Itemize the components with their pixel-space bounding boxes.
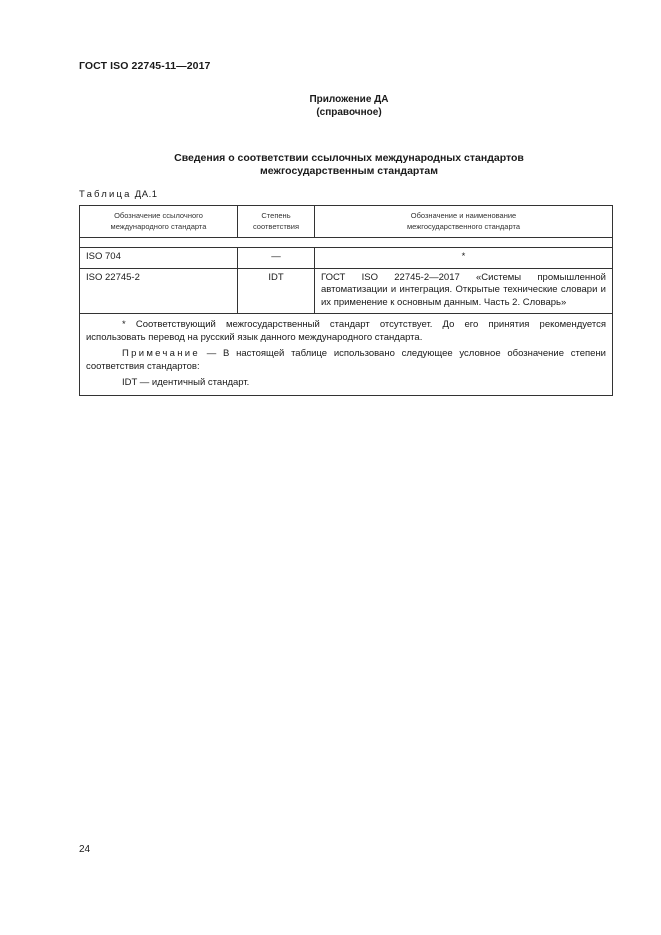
cell-degree: — <box>238 248 315 269</box>
table-caption <box>79 189 158 200</box>
header-degree-line2: соответствия <box>252 222 300 231</box>
header-separator <box>80 238 613 248</box>
annex-title: Приложение ДА <box>309 94 389 105</box>
cell-designation: ISO 704 <box>80 248 238 269</box>
header-degree-line1: Степень <box>261 211 291 220</box>
header-degree <box>238 206 315 238</box>
standards-table <box>79 205 613 396</box>
cell-standard: * <box>315 248 613 269</box>
note-text: — В настоящей таблице использовано следующее условное обозначение степени соответствия стандартов: <box>86 348 606 372</box>
table-caption-prefix: Таблица <box>79 189 132 200</box>
table-caption-number: ДА.1 <box>134 189 158 200</box>
section-title-line2: межгосударственным стандартам <box>260 165 438 177</box>
note-item: IDT — идентичный стандарт. <box>122 377 250 388</box>
header-standard-line2: межгосударственного стандарта <box>407 222 520 231</box>
note-label: Примечание <box>122 348 200 359</box>
cell-designation: ISO 22745-2 <box>80 268 238 314</box>
header-designation <box>80 206 238 238</box>
page-number: 24 <box>79 844 91 855</box>
header-standard-line1: Обозначение и наименование <box>410 211 517 220</box>
cell-degree: IDT <box>238 268 315 314</box>
section-title <box>0 152 661 178</box>
annex-subtitle: (справочное) <box>316 107 382 118</box>
header-designation-line1: Обозначение ссылочного <box>114 211 203 220</box>
header-designation-line2: международного стандарта <box>110 222 207 231</box>
section-title-line1: Сведения о соответствии ссылочных международных стандартов <box>174 152 524 164</box>
table-footer-row <box>80 314 613 396</box>
table-note <box>86 347 606 373</box>
separator-cell <box>80 238 613 248</box>
table-footer <box>80 314 613 396</box>
header-standard <box>315 206 613 238</box>
table-row <box>80 248 613 269</box>
cell-standard: ГОСТ ISO 22745-2—2017 «Системы промышленной автоматизации и интеграция. Открытые технические словари и их применение к основным данным. Часть 2. Словарь» <box>315 268 613 314</box>
table-header-row <box>80 206 613 238</box>
document-header: ГОСТ ISO 22745-11—2017 <box>79 60 211 72</box>
annex-heading <box>0 93 661 119</box>
table-row <box>80 268 613 314</box>
table-footnote: * Соответствующий межгосударственный стандарт отсутствует. До его принятия рекомендуется использовать перевод на русский язык данного международного стандарта. <box>86 319 606 343</box>
